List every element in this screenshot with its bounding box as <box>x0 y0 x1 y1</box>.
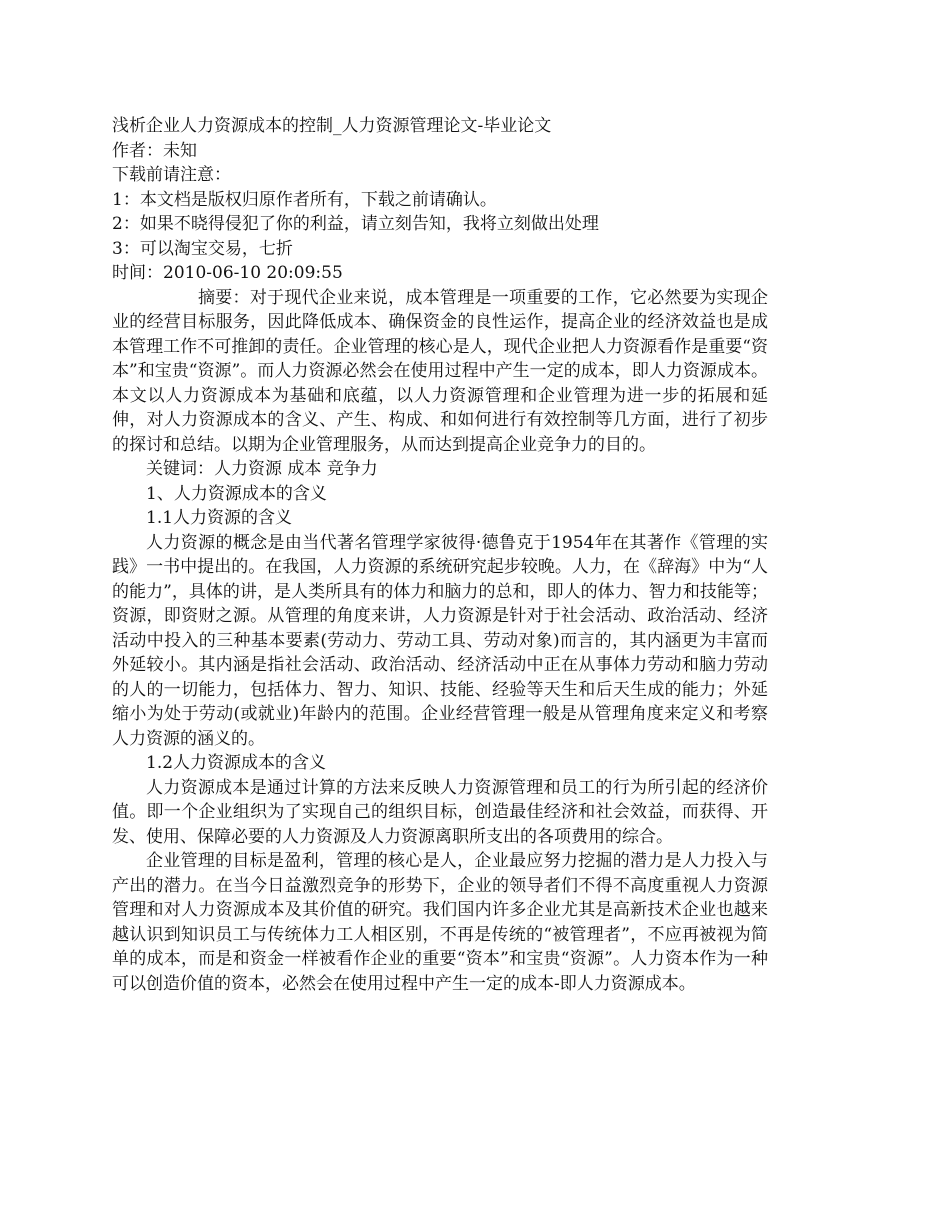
abstract-paragraph: 摘要：对于现代企业来说，成本管理是一项重要的工作，它必然要为实现企业的经营目标服务，因此降低成本、确保资金的良性运作，提高企业的经济效益也是成本管理工作不可推卸的责任。企业管理的核心是人，现代企业把人力资源看作是重要“资本”和宝贵“资源”。而人力资源必然会在使用过程中产生一定的成本，即人力资源成本。本文以人力资源成本为基础和底蕴，以人力资源管理和企业管理为进一步的拓展和延伸，对人力资源成本的含义、产生、构成、和如何进行有效控制等几方面，进行了初步的探讨和总结。以期为企业管理服务，从而达到提高企业竞争力的目的。 <box>112 287 768 455</box>
body-paragraph: 人力资源的概念是由当代著名管理学家彼得·德鲁克于1954年在其著作《管理的实践》一书中提出的。在我国，人力资源的系统研究起步较晚。人力，在《辞海》中为“人的能力”，具体的讲，是人类所具有的体力和脑力的总和，即人的体力、智力和技能等；资源，即资财之源。从管理的角度来讲，人力资源是针对于社会活动、政治活动、经济活动中投入的三种基本要素(劳动力、劳动工具、劳动对象)而言的，其内涵更为丰富而外延较小。其内涵是指社会活动、政治活动、经济活动中正在从事体力劳动和脑力劳动的人的一切能力，包括体力、智力、知识、技能、经验等天生和后天生成的能力；外延缩小为处于劳动(或就业)年龄内的范围。企业经营管理一般是从管理角度来定义和考察人力资源的涵义的。 <box>112 532 768 749</box>
keywords-line: 关键词：人力资源 成本 竞争力 <box>146 459 378 479</box>
publish-time: 时间：2010-06-10 20:09:55 <box>112 263 343 283</box>
body-paragraph: 企业管理的目标是盈利，管理的核心是人，企业最应努力挖掘的潜力是人力投入与产出的潜力。在当今日益激烈竞争的形势下，企业的领导者们不得不高度重视人力资源管理和对人力资源成本及其价值的研究。我们国内许多企业尤其是高新技术企业也越来越认识到知识员工与传统体力工人相区别，不再是传统的“被管理者”，不应再被视为简单的成本，而是和资金一样被看作企业的重要“资本”和宝贵“资源”。人力资本作为一种可以创造价值的资本，必然会在使用过程中产生一定的成本-即人力资源成本。 <box>112 851 768 994</box>
document-title: 浅析企业人力资源成本的控制_人力资源管理论文-毕业论文 <box>112 116 552 136</box>
notice-heading: 下载前请注意： <box>112 165 231 185</box>
body-paragraph: 人力资源成本是通过计算的方法来反映人力资源管理和员工的行为所引起的经济价值。即一个企业组织为了实现自己的组织目标，创造最佳经济和社会效益，而获得、开发、使用、保障必要的人力资源及人力资源离职所支出的各项费用的综合。 <box>112 777 768 847</box>
notice-item: 3：可以淘宝交易，七折 <box>112 238 293 259</box>
author-line: 作者：未知 <box>112 140 197 161</box>
document-page <box>112 114 768 996</box>
section-heading: 1、人力资源成本的含义 <box>146 483 327 504</box>
subsection-heading: 1.1人力资源的含义 <box>146 508 293 528</box>
notice-item: 2：如果不晓得侵犯了你的利益，请立刻告知，我将立刻做出处理 <box>112 214 599 234</box>
notice-item: 1：本文档是版权归原作者所有，下载之前请确认。 <box>112 189 497 210</box>
subsection-heading: 1.2人力资源成本的含义 <box>146 753 327 773</box>
